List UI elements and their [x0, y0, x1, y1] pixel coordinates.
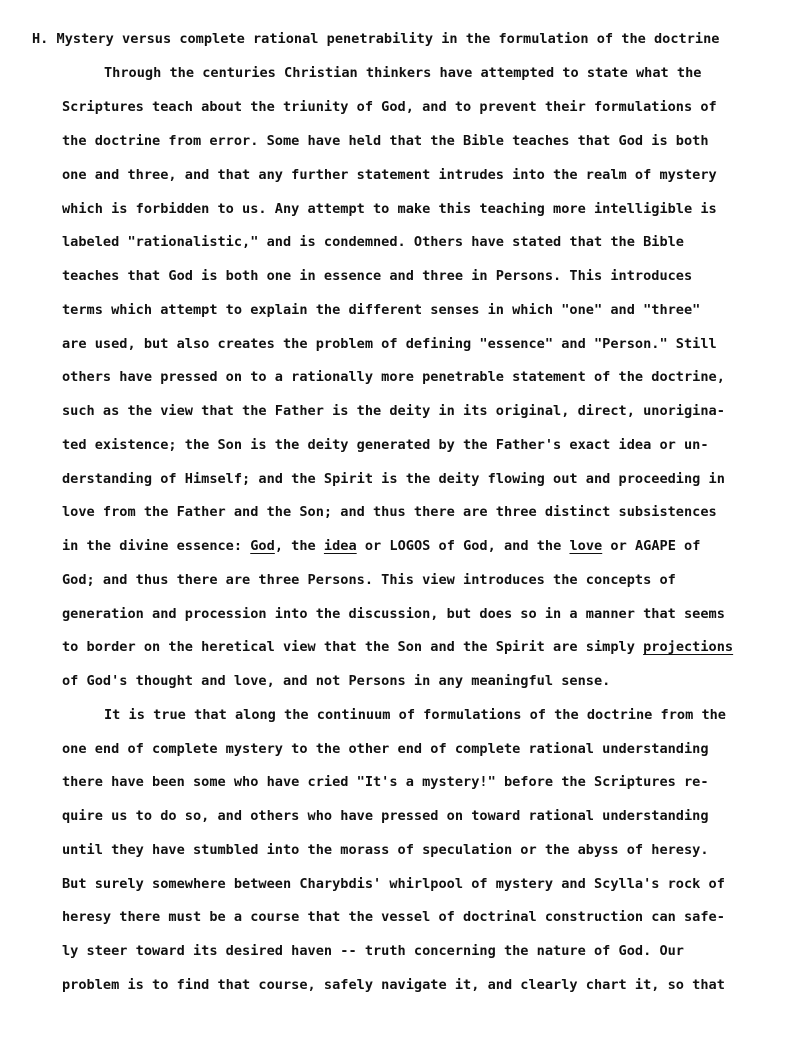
section-heading: H. Mystery versus complete rational penetrability in the formulation of the doctrine: [32, 31, 720, 47]
text-run: to border on the heretical view that the Son and the Spirit are simply: [62, 639, 644, 655]
underlined-term: love: [569, 538, 603, 554]
text-line: It is true that along the continuum of formulations of the doctrine from the: [104, 707, 726, 723]
text-run: Scriptures teach about the triunity of God, and to prevent their formulations of: [62, 99, 717, 115]
text-run: teaches that God is both one in essence and three in Persons. This introduces: [62, 268, 693, 284]
text-line: quire us to do so, and others who have pressed on toward rational understanding: [62, 808, 709, 824]
text-line: [62, 502, 717, 522]
text-run: or LOGOS of God, and the: [356, 538, 570, 554]
text-line: [62, 199, 717, 219]
text-run: such as the view that the Father is the deity in its original, direct, unorigina-: [62, 403, 725, 419]
text-line: [104, 63, 701, 83]
text-line: [62, 536, 700, 556]
text-run: labeled "rationalistic," and is condemned. Others have stated that the Bible: [62, 234, 684, 250]
text-run: terms which attempt to explain the different senses in which "one" and "three": [62, 302, 701, 318]
underlined-term: idea: [323, 538, 357, 554]
text-line: [62, 131, 709, 151]
text-line: [62, 165, 717, 185]
text-run: ted existence; the Son is the deity generated by the Father's exact idea or un-: [62, 437, 709, 453]
text-line: until they have stumbled into the morass of speculation or the abyss of heresy.: [62, 842, 709, 858]
text-line: heresy there must be a course that the vessel of doctrinal construction can safe-: [62, 909, 725, 925]
text-line: one end of complete mystery to the other end of complete rational understanding: [62, 741, 709, 757]
text-line: [62, 232, 684, 252]
text-run: or AGAPE of: [602, 538, 701, 554]
text-run: others have pressed on to a rationally more penetrable statement of the doctrine,: [62, 369, 725, 385]
text-run: Through the centuries Christian thinkers have attempted to state what the: [104, 65, 702, 81]
text-run: love from the Father and the Son; and thus there are three distinct subsistences: [62, 504, 717, 520]
text-line: [62, 469, 725, 489]
text-run: generation and procession into the discussion, but does so in a manner that seems: [62, 606, 725, 622]
text-line: [62, 367, 725, 387]
underlined-term: God: [250, 538, 275, 554]
text-run: in the divine essence:: [62, 538, 251, 554]
text-line: [62, 637, 733, 657]
text-line: [62, 97, 717, 117]
text-run: derstanding of Himself; and the Spirit is the deity flowing out and proceeding in: [62, 471, 725, 487]
text-run: , the: [274, 538, 324, 554]
text-line: [62, 334, 717, 354]
text-line: [62, 604, 725, 624]
text-line: [62, 401, 725, 421]
text-line: [62, 266, 692, 286]
text-run: are used, but also creates the problem of defining "essence" and "Person." Still: [62, 336, 717, 352]
text-run: of God's thought and love, and not Persons in any meaningful sense.: [62, 673, 611, 689]
text-run: the doctrine from error. Some have held that the Bible teaches that God is both: [62, 133, 709, 149]
text-line: there have been some who have cried "It's a mystery!" before the Scriptures re-: [62, 774, 709, 790]
text-line: [62, 570, 676, 590]
text-line: But surely somewhere between Charybdis' whirlpool of mystery and Scylla's rock of: [62, 876, 725, 892]
text-run: which is forbidden to us. Any attempt to make this teaching more intelligible is: [62, 201, 717, 217]
text-run: one and three, and that any further statement intrudes into the realm of mystery: [62, 167, 717, 183]
underlined-term: projections: [643, 639, 734, 655]
text-run: God; and thus there are three Persons. This view introduces the concepts of: [62, 572, 676, 588]
text-line: problem is to find that course, safely navigate it, and clearly chart it, so that: [62, 977, 725, 993]
text-line: [62, 300, 700, 320]
text-line: [62, 435, 709, 455]
text-line: [62, 671, 610, 691]
text-line: ly steer toward its desired haven -- truth concerning the nature of God. Our: [62, 943, 684, 959]
